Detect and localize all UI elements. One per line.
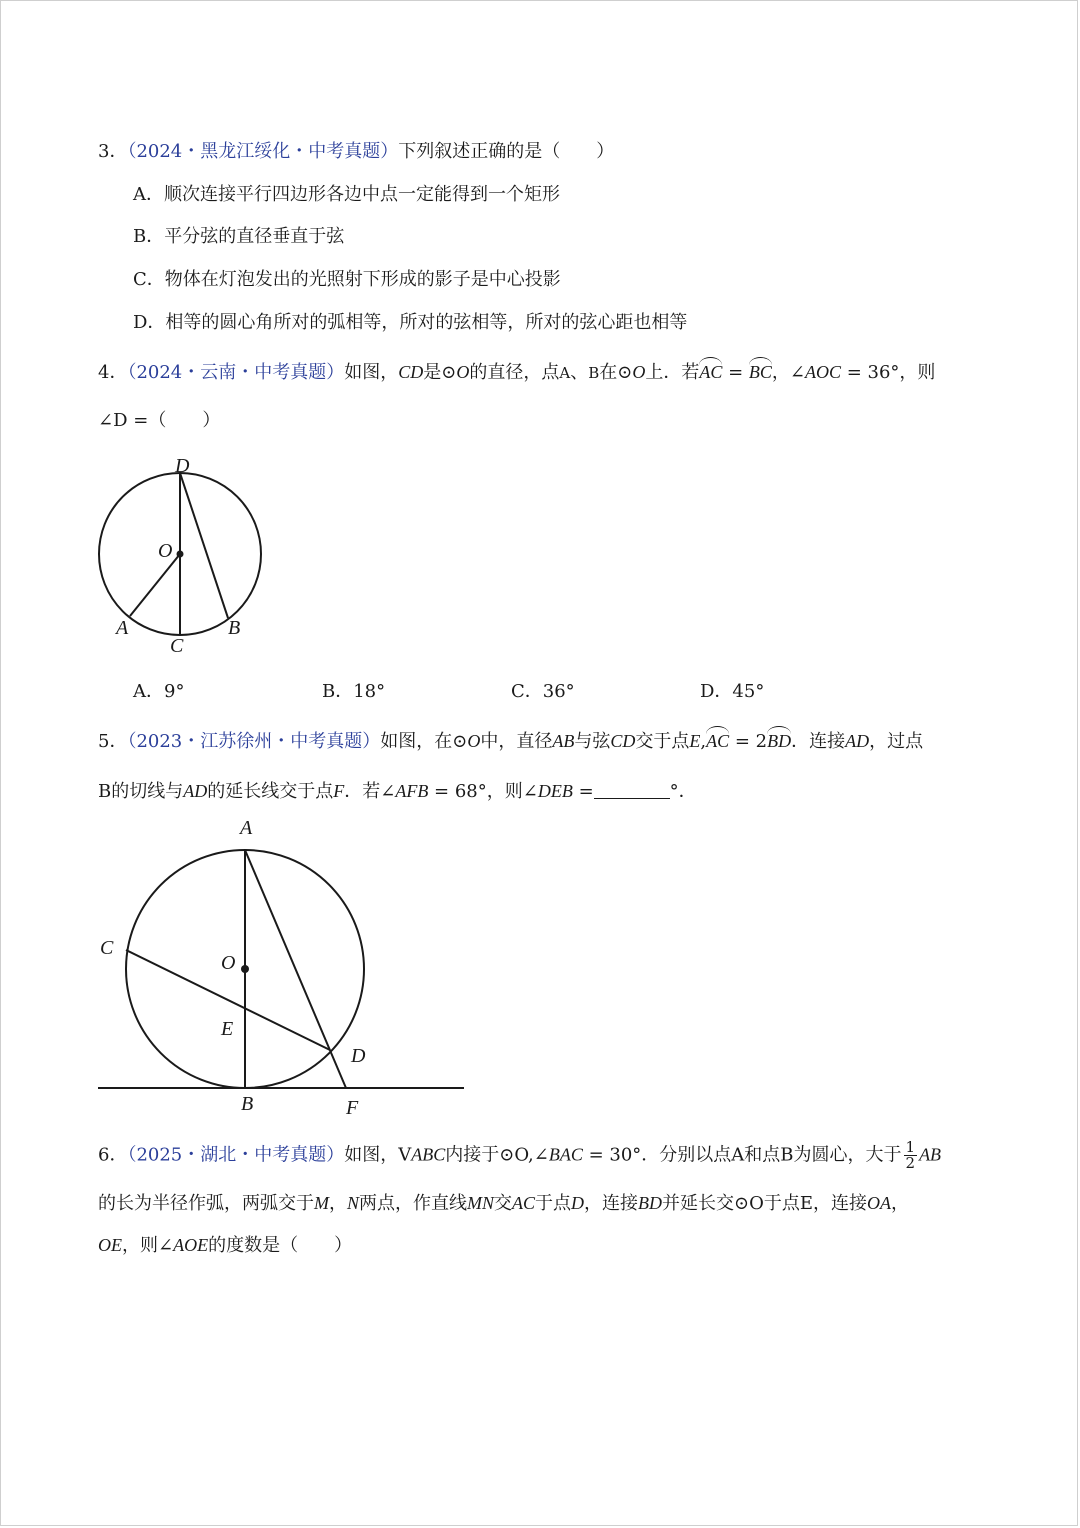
q6-var-oa: OA (867, 1193, 892, 1213)
q5-label-a: A (240, 817, 253, 839)
q4-stem-line2: ∠D =（ ） (98, 410, 221, 431)
q4-label-b: B (228, 617, 241, 639)
q4-text: = (722, 362, 749, 383)
q4-var-b: B (588, 364, 600, 382)
q6-text: 内接于⊙O,∠ (445, 1144, 549, 1166)
q5-label-b: B (241, 1093, 254, 1115)
q6-var-d: D (571, 1193, 585, 1213)
q6-stem-line3 (98, 1232, 352, 1259)
q5-center-dot (241, 965, 249, 973)
q6-fraction-denominator: 2 (905, 1154, 916, 1172)
q6-var-m: M (314, 1193, 329, 1213)
q6-fraction-half (904, 1140, 918, 1171)
q5-text: , (700, 731, 707, 752)
q4-stem (98, 359, 935, 386)
q4-text: 是⊙ (423, 362, 457, 383)
q5-arc-ac: AC (706, 728, 729, 754)
q5-text: 与弦 (574, 731, 611, 752)
q6-text: 的长为半径作弧，两弧交于 (98, 1193, 314, 1214)
q6-text: 如图，V (344, 1144, 412, 1166)
q4-var-a: A (559, 364, 571, 382)
q5-var-f: F (333, 781, 345, 801)
q5-label-c: C (100, 937, 114, 959)
q5-var-ad: AD (183, 781, 208, 801)
q5-var-ad: AD (845, 731, 870, 751)
q5-answer-blank (594, 780, 670, 799)
q4-number: 4． (98, 362, 128, 383)
q5-label-d: D (351, 1045, 366, 1067)
q4-segment-oa (130, 554, 180, 616)
q4-text: 、 (570, 362, 589, 383)
q6-text: ，则∠ (122, 1235, 174, 1256)
q3-source: （2024・黑龙江绥化・中考真题） (127, 141, 399, 162)
q6-number: 6． (98, 1144, 128, 1166)
q6-text: = 30°．分别以点A和点B为圆心，大于 (582, 1144, 902, 1166)
q5-text: 的延长线交于点 (207, 781, 334, 802)
q5-label-e: E (221, 1018, 234, 1040)
q5-label-o: O (221, 952, 236, 974)
q5-var-o: O (467, 731, 481, 751)
q4-text: 在⊙ (599, 362, 633, 383)
q5-label-f: F (346, 1097, 359, 1119)
q5-text: 交于点 (635, 731, 690, 752)
q3-stem (98, 139, 614, 165)
q5-number: 5． (98, 731, 128, 752)
q4-var-aoc: AOC (805, 362, 841, 382)
q5-text: 如图，在⊙ (380, 731, 468, 752)
q4-label-d: D (175, 455, 190, 477)
q4-var-cd: CD (398, 362, 424, 382)
q6-text: 的度数是（ ） (208, 1235, 353, 1256)
q4-choice-c: C．36° (511, 681, 575, 702)
q6-var-bac: BAC (548, 1144, 583, 1165)
q4-center-dot (177, 551, 184, 558)
q6-text: 两点，作直线 (359, 1193, 468, 1214)
q6-var-abc: ABC (411, 1144, 446, 1165)
q4-choice-a: A．9° (133, 681, 185, 702)
q5-var-deb: DEB (537, 781, 573, 801)
q6-fraction-numerator: 1 (905, 1138, 916, 1156)
q3-number: 3． (98, 141, 128, 162)
q5-figure (90, 812, 470, 1122)
q4-text: 的直径，点 (469, 362, 560, 383)
q3-option-b: B．平分弦的直径垂直于弦 (133, 226, 345, 247)
q4-var-o: O (632, 362, 646, 382)
q5-stem-line2 (98, 778, 697, 805)
q6-var-n: N (347, 1193, 360, 1213)
q3-option-d: D．相等的圆心角所对的弧相等，所对的弦相等，所对的弦心距也相等 (133, 312, 688, 333)
q4-arc-bc: BC (749, 359, 772, 385)
q6-var-oe: OE (98, 1235, 122, 1255)
q5-text: ．若∠ (344, 781, 396, 802)
q4-text: = 36°，则 (841, 362, 936, 383)
q5-var-cd: CD (610, 731, 636, 751)
q4-chord-db (180, 473, 228, 618)
q4-label-a: A (116, 617, 129, 639)
q6-text: ，连接 (584, 1193, 639, 1214)
q4-figure (90, 450, 280, 660)
q6-text: ， (891, 1193, 910, 1214)
q6-var-ac: AC (512, 1193, 536, 1213)
q6-var-ab: AB (919, 1144, 942, 1165)
q5-arc-bd: BD (767, 728, 791, 754)
q4-source: （2024・云南・中考真题） (127, 362, 345, 383)
q5-source: （2023・江苏徐州・中考真题） (127, 731, 381, 752)
q3-option-a: A．顺次连接平行四边形各边中点一定能得到一个矩形 (133, 184, 560, 205)
q4-var-o: O (456, 362, 470, 382)
q6-var-bd: BD (638, 1193, 663, 1213)
q3-option-c: C．物体在灯泡发出的光照射下形成的影子是中心投影 (133, 269, 561, 290)
q6-var-aoe: AOE (173, 1235, 209, 1255)
q5-text: 中，直径 (480, 731, 553, 752)
q4-label-o: O (158, 540, 173, 562)
q5-stem (98, 728, 923, 755)
q6-source: （2025・湖北・中考真题） (127, 1144, 345, 1166)
q5-text: ，过点 (869, 731, 924, 752)
q5-text: B的切线与 (98, 781, 184, 802)
q4-text: 如图， (344, 362, 399, 383)
q4-text: 上．若 (645, 362, 700, 383)
q5-text: = 68°，则∠ (428, 781, 538, 802)
q6-text: 交 (494, 1193, 513, 1214)
q4-arc-ac: AC (699, 359, 722, 385)
q6-stem-line2 (98, 1190, 909, 1217)
q5-text: = (572, 781, 594, 802)
q5-text: ．连接 (791, 731, 846, 752)
q4-choice-b: B．18° (322, 681, 386, 702)
q4-text: ，∠ (771, 362, 805, 383)
q6-text: 并延长交⊙O于点E，连接 (662, 1193, 868, 1214)
q6-var-mn: MN (467, 1193, 495, 1213)
q5-text: °． (669, 781, 697, 802)
q4-choice-d: D．45° (700, 681, 765, 702)
q5-var-afb: AFB (395, 781, 429, 801)
q5-var-e: E (689, 731, 701, 751)
q3-question: 下列叙述正确的是（ ） (398, 141, 615, 162)
q5-var-ab: AB (552, 731, 575, 751)
q6-text: ， (329, 1193, 347, 1214)
q5-text: = 2 (729, 731, 768, 752)
q4-label-c: C (170, 635, 184, 657)
q6-stem (98, 1140, 941, 1171)
q6-text: 于点 (535, 1193, 572, 1214)
